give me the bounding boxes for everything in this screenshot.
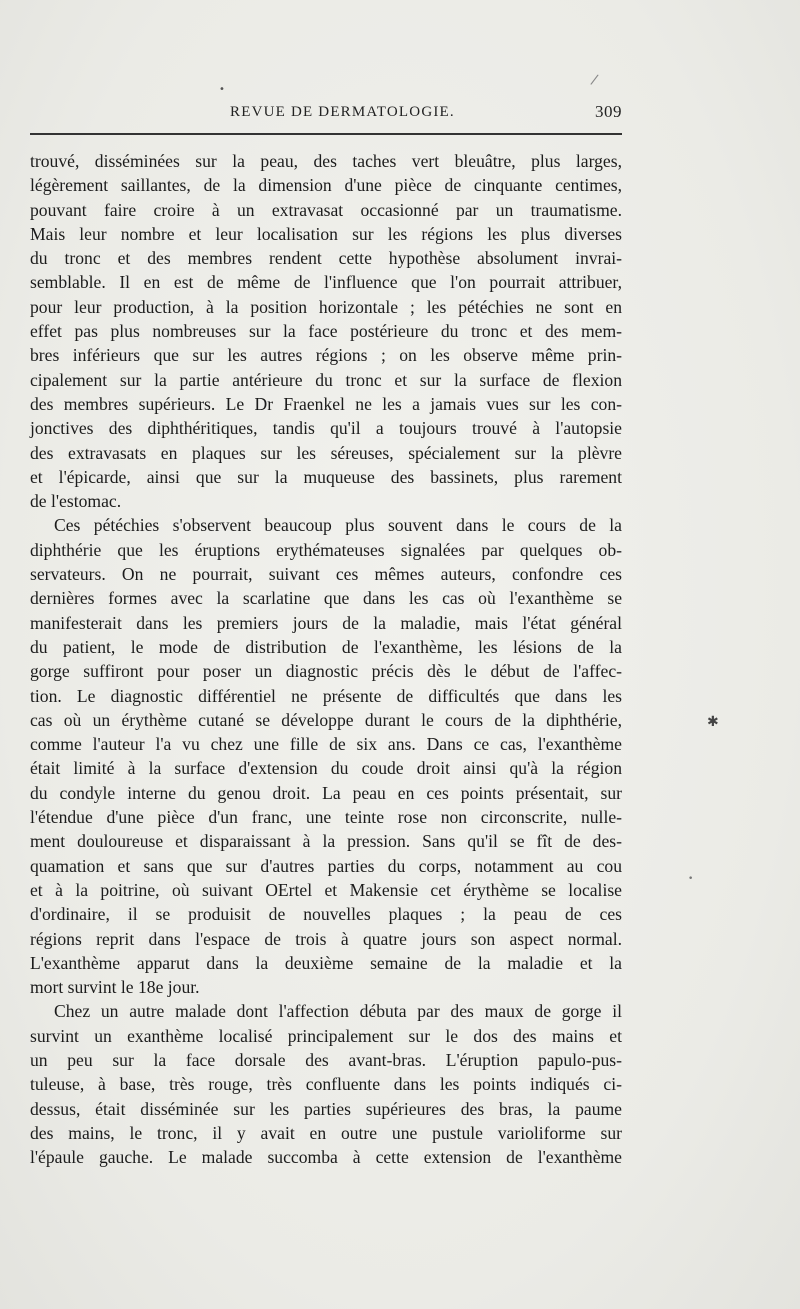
text-line: pour leur production, à la position horizontale ; les pétéchies ne sont en [30,296,622,317]
text-line: jonctives des diphthéritiques, tandis qu'il a toujours trouvé à l'autopsie [30,418,622,439]
paragraph-2 [30,513,622,999]
text-line: effet pas plus nombreuses sur la face postérieure du tronc et des mem- [30,321,622,342]
header-rule [30,133,622,135]
text-line: diphthérie que les éruptions erythémateuses signalées par quelques ob- [30,539,622,560]
text-line: cipalement sur la partie antérieure du tronc et sur la surface de flexion [30,369,622,390]
running-head [230,104,622,128]
page-number: 309 [595,102,622,121]
text-line: cas où un érythème cutané se développe durant le cours de la diphthérie, [30,709,622,730]
text-line: l'étendue d'une pièce d'un franc, une teinte rose non circonscrite, nulle- [30,807,622,828]
ink-dot-mark-right: • [688,874,694,884]
text-line: de l'estomac. [30,491,122,512]
text-line: trouvé, disséminées sur la peau, des taches vert bleuâtre, plus larges, [30,151,622,171]
text-line: d'ordinaire, il se produisit de nouvelles plaques ; la peau de ces [30,904,622,925]
text-line: légèrement saillantes, de la dimension d'une pièce de cinquante centimes, [30,175,622,196]
text-line: des extravasats en plaques sur les séreuses, spécialement sur la plèvre [30,442,622,463]
text-line: Mais leur nombre et leur localisation sur les régions les plus diverses [30,223,622,244]
text-line: et l'épicarde, ainsi que sur la muqueuse des bassinets, plus rarement [30,466,622,487]
text-line: Ces pétéchies s'observent beaucoup plus souvent dans le cours de la [54,515,622,536]
text-line: manifesterait dans les premiers jours de la maladie, mais l'état général [30,612,622,633]
text-line: ment douloureuse et disparaissant à la pression. Sans qu'il se fît de des- [30,831,622,852]
text-line: des mains, le tronc, il y avait en outre une pustule varioliforme sur [30,1122,622,1143]
text-line: L'exanthème apparut dans la deuxième semaine de la maladie et la [30,952,622,973]
text-line: du condyle interne du genou droit. La peau en ces points présentait, sur [30,782,622,803]
text-line: tuleuse, à base, très rouge, très confluente dans les points indiqués ci- [30,1074,622,1095]
text-line: tion. Le diagnostic différentiel ne présente de difficultés que dans les [30,685,622,706]
pencil-slash-mark: / [589,71,600,89]
text-line: gorge suffiront pour poser un diagnostic précis dès le début de l'affec- [30,661,622,682]
ink-star-mark: ✱ [707,714,719,730]
text-line: dessus, était disséminée sur les parties supérieures des bras, la paume [30,1098,622,1119]
text-line: du tronc et des membres rendent cette hypothèse absolument invrai- [30,248,622,269]
text-line: comme l'auteur l'a vu chez une fille de six ans. Dans ce cas, l'exanthème [30,734,622,755]
running-title: REVUE DE DERMATOLOGIE. [230,104,455,120]
text-line: mort survint le 18e jour. [30,977,200,998]
text-line: semblable. Il en est de même de l'influence que l'on pourrait attribuer, [30,272,622,293]
text-line: du patient, le mode de distribution de l'exanthème, les lésions de la [30,636,622,657]
text-line: était limité à la surface d'extension du coude droit ainsi qu'à la région [30,758,622,779]
paragraph-3 [30,999,622,1169]
text-line: régions reprit dans l'espace de trois à quatre jours son aspect normal. [30,928,622,949]
ink-dot-mark: • [219,84,225,95]
text-line: un peu sur la face dorsale des avant-bras. L'éruption papulo-pus- [30,1049,622,1070]
text-line: pouvant faire croire à un extravasat occasionné par un traumatisme. [30,199,622,220]
text-line: quamation et sans que sur d'autres parties du corps, notamment au cou [30,855,622,876]
text-line: Chez un autre malade dont l'affection débuta par des maux de gorge il [54,1001,622,1022]
text-line: servateurs. On ne pourrait, suivant ces mêmes auteurs, confondre ces [30,564,622,585]
text-line: bres inférieurs que sur les autres régions ; on les observe même prin- [30,345,622,366]
text-line: dernières formes avec la scarlatine que dans les cas où l'exanthème se [30,588,622,609]
body-text [30,149,622,1169]
text-line: et à la poitrine, où suivant OErtel et Makensie cet érythème se localise [30,879,622,900]
text-line: survint un exanthème localisé principalement sur le dos des mains et [30,1025,622,1046]
paragraph-1 [30,149,622,513]
text-line: des membres supérieurs. Le Dr Fraenkel ne les a jamais vues sur les con- [30,393,622,414]
text-line: l'épaule gauche. Le malade succomba à cette extension de l'exanthème [30,1147,622,1168]
